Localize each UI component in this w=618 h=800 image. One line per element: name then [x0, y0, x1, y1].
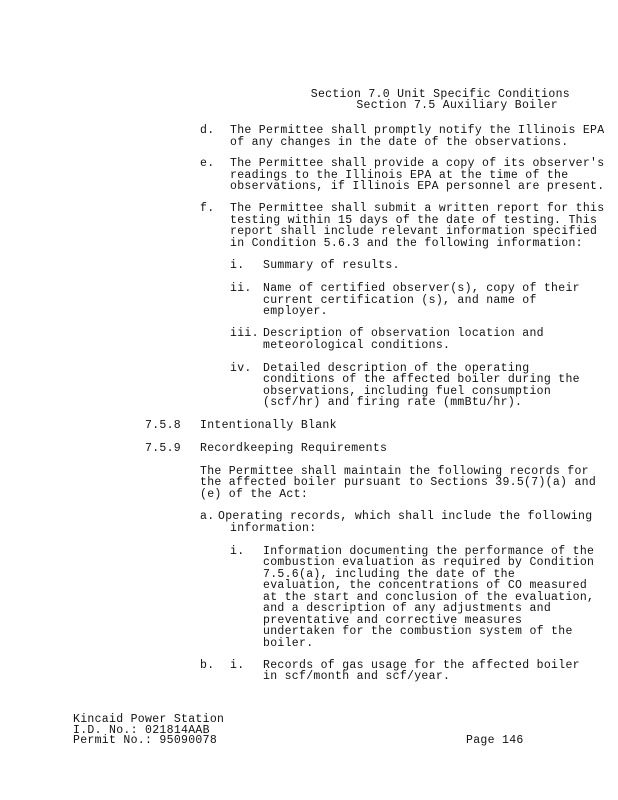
subsection-header: Section 7.5 Auxiliary Boiler: [356, 99, 558, 112]
subitem-label: i.: [230, 545, 245, 558]
item-e-line: observations, if Illinois EPA personnel are present.: [230, 180, 605, 193]
section-intro-line: (e) of the Act:: [200, 488, 309, 501]
subitem-line: (scf/hr) and firing rate (mmBtu/hr).: [263, 396, 523, 409]
page-number: Page 146: [466, 734, 524, 747]
item-f-line: in Condition 5.6.3 and the following information:: [230, 237, 583, 250]
subitem-line: 7.5.6(a), including the date of the: [263, 568, 516, 581]
subitem-line: meteorological conditions.: [263, 339, 451, 352]
item-a-line: Operating records, which shall include the following: [218, 510, 593, 523]
section-number: 7.5.8: [145, 419, 182, 432]
subitem-label: iv.: [230, 362, 252, 375]
subitem-line: observations, including fuel consumption: [263, 385, 552, 398]
subitem-line: Information documenting the performance of the: [263, 545, 595, 558]
subitem-line: Description of observation location and: [263, 327, 544, 340]
subitem-line: combustion evaluation as required by Condition: [263, 556, 595, 569]
subitem-line: Detailed description of the operating: [263, 362, 530, 375]
subitem-line: undertaken for the combustion system of the: [263, 625, 573, 638]
item-e-label: e.: [200, 157, 215, 170]
section-title: Recordkeeping Requirements: [200, 442, 388, 455]
subitem-line: conditions of the affected boiler during the: [263, 373, 580, 386]
subitem-line: at the start and conclusion of the evaluation,: [263, 591, 595, 604]
subitem-line: preventative and corrective measures: [263, 614, 523, 627]
item-a-label: a.: [200, 510, 215, 523]
subitem-label: iii.: [230, 327, 259, 340]
footer-facility: Kincaid Power Station: [73, 713, 225, 726]
footer-id-number: I.D. No.: 021814AAB: [73, 724, 210, 737]
subitem-line: Summary of results.: [263, 259, 400, 272]
subitem-label: i.: [230, 259, 245, 272]
section-intro-line: the affected boiler pursuant to Sections 39.5(7)(a) and: [200, 476, 597, 489]
subitem-line: boiler.: [263, 637, 314, 650]
subitem-line: current certification (s), and name of: [263, 294, 537, 307]
subitem-line: Records of gas usage for the affected boiler: [263, 659, 580, 672]
section-intro-line: The Permittee shall maintain the following records for: [200, 465, 589, 478]
item-a-line: information:: [230, 522, 317, 535]
section-header: Section 7.0 Unit Specific Conditions: [310, 88, 570, 101]
section-number: 7.5.9: [145, 442, 182, 455]
item-b-label: b.: [200, 659, 215, 672]
item-d-line: of any changes in the date of the observations.: [230, 136, 569, 149]
item-f-line: report shall include relevant information specified: [230, 225, 598, 238]
item-d-line: The Permittee shall promptly notify the Illinois EPA: [230, 124, 605, 137]
item-f-line: testing within 15 days of the date of testing. This: [230, 214, 598, 227]
footer-permit-number: Permit No.: 95090078: [73, 734, 218, 747]
subitem-line: employer.: [263, 305, 328, 318]
subitem-label: ii.: [230, 282, 252, 295]
item-e-line: readings to the Illinois EPA at the time of the: [230, 169, 569, 182]
item-d-label: d.: [200, 124, 215, 137]
item-f-line: The Permittee shall submit a written report for this: [230, 202, 605, 215]
subitem-line: in scf/month and scf/year.: [263, 670, 451, 683]
subitem-line: Name of certified observer(s), copy of their: [263, 282, 580, 295]
item-f-label: f.: [200, 202, 215, 215]
subitem-line: and a description of any adjustments and: [263, 602, 552, 615]
subitem-line: evaluation, the concentrations of CO measured: [263, 579, 588, 592]
subitem-label: i.: [230, 659, 245, 672]
item-e-line: The Permittee shall provide a copy of its observer's: [230, 157, 605, 170]
section-title: Intentionally Blank: [200, 419, 337, 432]
